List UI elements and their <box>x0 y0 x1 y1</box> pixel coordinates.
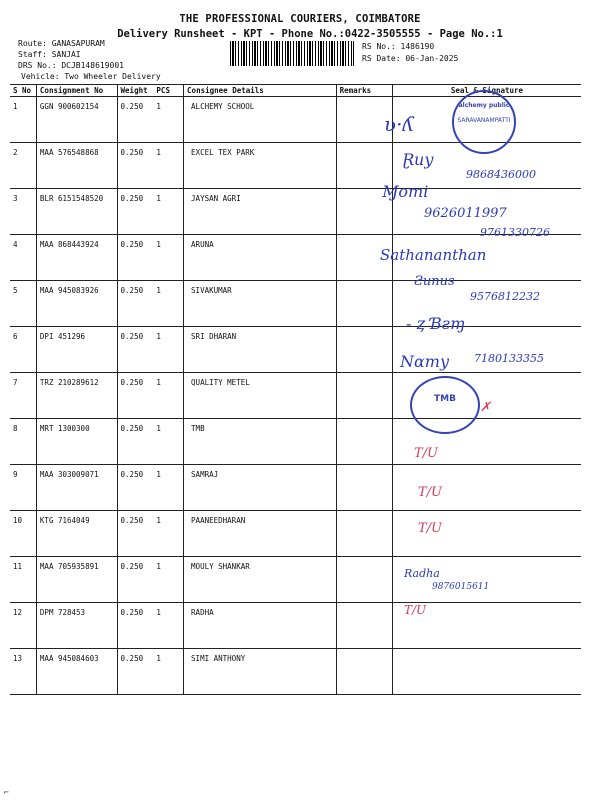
row-weight: 0.250 <box>117 235 153 281</box>
row-remarks <box>336 419 392 465</box>
row-pcs: 1 <box>153 603 183 649</box>
table-row <box>10 511 581 557</box>
tu-row10: T/U <box>418 485 443 500</box>
row-consignee: ALCHEMY SCHOOL <box>184 97 337 143</box>
row-pcs: 1 <box>153 281 183 327</box>
row-consignment: BLR 6151548520 <box>36 189 117 235</box>
row-sno: 13 <box>10 649 36 695</box>
phone-row5: 9576812232 <box>470 290 540 303</box>
row-weight: 0.250 <box>117 419 153 465</box>
drs-number: DRS No.: DCJB148619001 <box>18 61 124 70</box>
table-row <box>10 465 581 511</box>
name-row12: Radha <box>404 567 440 580</box>
row-consignment: MAA 576548868 <box>36 143 117 189</box>
signature-row7: Nɑmy <box>400 352 450 371</box>
tmb-logo: TMB <box>434 394 456 404</box>
row-sno: 9 <box>10 465 36 511</box>
name-row4: Sathananthan <box>380 246 487 264</box>
row-sno: 8 <box>10 419 36 465</box>
phone-row4: 9761330726 <box>480 226 550 239</box>
phone-row2: 9868436000 <box>466 168 536 181</box>
phone-row3: 9626011997 <box>424 206 507 221</box>
row-seal-signature <box>392 649 581 695</box>
row-consignment: KTG 7164049 <box>36 511 117 557</box>
row-pcs: 1 <box>153 419 183 465</box>
row-consignee: JAYSAN AGRI <box>184 189 337 235</box>
header-weight: Weight <box>117 85 153 97</box>
phone-row7: 7180133355 <box>474 352 544 365</box>
row-consignment: MAA 868443924 <box>36 235 117 281</box>
row-weight: 0.250 <box>117 281 153 327</box>
row-sno: 6 <box>10 327 36 373</box>
row-remarks <box>336 511 392 557</box>
row-pcs: 1 <box>153 465 183 511</box>
row-sno: 1 <box>10 97 36 143</box>
row-remarks <box>336 557 392 603</box>
row-pcs: 1 <box>153 557 183 603</box>
phone-row12: 9876015611 <box>432 582 490 592</box>
row-remarks <box>336 281 392 327</box>
row-sno: 5 <box>10 281 36 327</box>
signature-row1: ʋ·ʎ <box>384 112 414 136</box>
row-consignee: SIVAKUMAR <box>184 281 337 327</box>
row-consignee: MOULY SHANKAR <box>184 557 337 603</box>
row-weight: 0.250 <box>117 557 153 603</box>
signature-row6: - ȥ Ɓƨɱ <box>406 314 466 333</box>
row-remarks <box>336 327 392 373</box>
rs-date: RS Date: 06-Jan-2025 <box>362 54 459 63</box>
route-label: Route: GANASAPURAM <box>18 39 105 48</box>
row-weight: 0.250 <box>117 97 153 143</box>
row-pcs: 1 <box>153 97 183 143</box>
tu-row13: T/U <box>404 603 427 617</box>
row-remarks <box>336 603 392 649</box>
row-weight: 0.250 <box>117 649 153 695</box>
tmb-bank-stamp <box>410 376 480 434</box>
row-consignment: MRT 1300300 <box>36 419 117 465</box>
row-remarks <box>336 649 392 695</box>
row-sno: 3 <box>10 189 36 235</box>
runsheet-subtitle: Delivery Runsheet - KPT - Phone No.:0422-3505555 - Page No.:1 <box>117 28 503 40</box>
row-sno: 11 <box>10 557 36 603</box>
tu-row9: T/U <box>414 446 439 461</box>
stamp-text-side: SARAVANAMPATTI <box>457 117 511 124</box>
table-row <box>10 327 581 373</box>
row-weight: 0.250 <box>117 511 153 557</box>
stamp-text-top: alchemy public <box>458 102 510 109</box>
row-consignment: MAA 945084603 <box>36 649 117 695</box>
row-consignment: GGN 900602154 <box>36 97 117 143</box>
row-sno: 7 <box>10 373 36 419</box>
row-weight: 0.250 <box>117 465 153 511</box>
row-sno: 12 <box>10 603 36 649</box>
table-row <box>10 419 581 465</box>
row-weight: 0.250 <box>117 143 153 189</box>
row-weight: 0.250 <box>117 327 153 373</box>
row-pcs: 1 <box>153 327 183 373</box>
row-consignment: DPM 728453 <box>36 603 117 649</box>
header-sno: S No <box>10 85 36 97</box>
table-row <box>10 235 581 281</box>
row-pcs: 1 <box>153 143 183 189</box>
row-sno: 4 <box>10 235 36 281</box>
row-weight: 0.250 <box>117 373 153 419</box>
row-consignee: SAMRAJ <box>184 465 337 511</box>
table-row <box>10 603 581 649</box>
row-pcs: 1 <box>153 235 183 281</box>
header-consignment: Consignment No <box>36 85 117 97</box>
page-corner-mark: ⌐ <box>4 788 9 797</box>
row-sno: 10 <box>10 511 36 557</box>
signature-row8: ✗ <box>480 400 491 415</box>
row-consignee: EXCEL TEX PARK <box>184 143 337 189</box>
row-consignment: MAA 705935891 <box>36 557 117 603</box>
barcode <box>230 41 354 66</box>
row-consignee: QUALITY METEL <box>184 373 337 419</box>
table-row <box>10 557 581 603</box>
table-row <box>10 281 581 327</box>
row-consignee: PAANEEDHARAN <box>184 511 337 557</box>
signature-row3: Ɱomi <box>382 182 429 201</box>
company-title: THE PROFESSIONAL COURIERS, COIMBATORE <box>179 13 421 25</box>
row-pcs: 1 <box>153 511 183 557</box>
row-remarks <box>336 373 392 419</box>
signature-row5: Ƨunus <box>414 274 455 289</box>
row-consignee: TMB <box>184 419 337 465</box>
row-consignee: SRI DHARAN <box>184 327 337 373</box>
row-consignment: DPI 451296 <box>36 327 117 373</box>
row-weight: 0.250 <box>117 603 153 649</box>
row-consignment: TRZ 210289612 <box>36 373 117 419</box>
row-pcs: 1 <box>153 373 183 419</box>
row-pcs: 1 <box>153 649 183 695</box>
row-consignment: MAA 303009071 <box>36 465 117 511</box>
header-consignee: Consignee Details <box>184 85 337 97</box>
header-seal-signature: Seal & Signature <box>392 85 581 97</box>
tu-row11: T/U <box>418 521 443 536</box>
row-consignee: RADHA <box>184 603 337 649</box>
signature-row2: Ɽuy <box>402 150 434 169</box>
table-row <box>10 649 581 695</box>
header-remarks: Remarks <box>336 85 392 97</box>
alchemy-school-stamp <box>452 90 516 154</box>
row-sno: 2 <box>10 143 36 189</box>
row-consignee: ARUNA <box>184 235 337 281</box>
row-pcs: 1 <box>153 189 183 235</box>
row-remarks <box>336 465 392 511</box>
runsheet-info-right <box>362 41 458 65</box>
staff-label: Staff: SANJAI <box>18 50 81 59</box>
header-pcs: PCS <box>153 85 183 97</box>
vehicle-label: Vehicle: Two Wheeler Delivery <box>21 72 161 81</box>
rs-number: RS No.: 1486190 <box>362 42 435 51</box>
row-weight: 0.250 <box>117 189 153 235</box>
row-consignee: SIMI ANTHONY <box>184 649 337 695</box>
row-consignment: MAA 945083926 <box>36 281 117 327</box>
runsheet-info-left <box>18 38 161 82</box>
table-row <box>10 373 581 419</box>
